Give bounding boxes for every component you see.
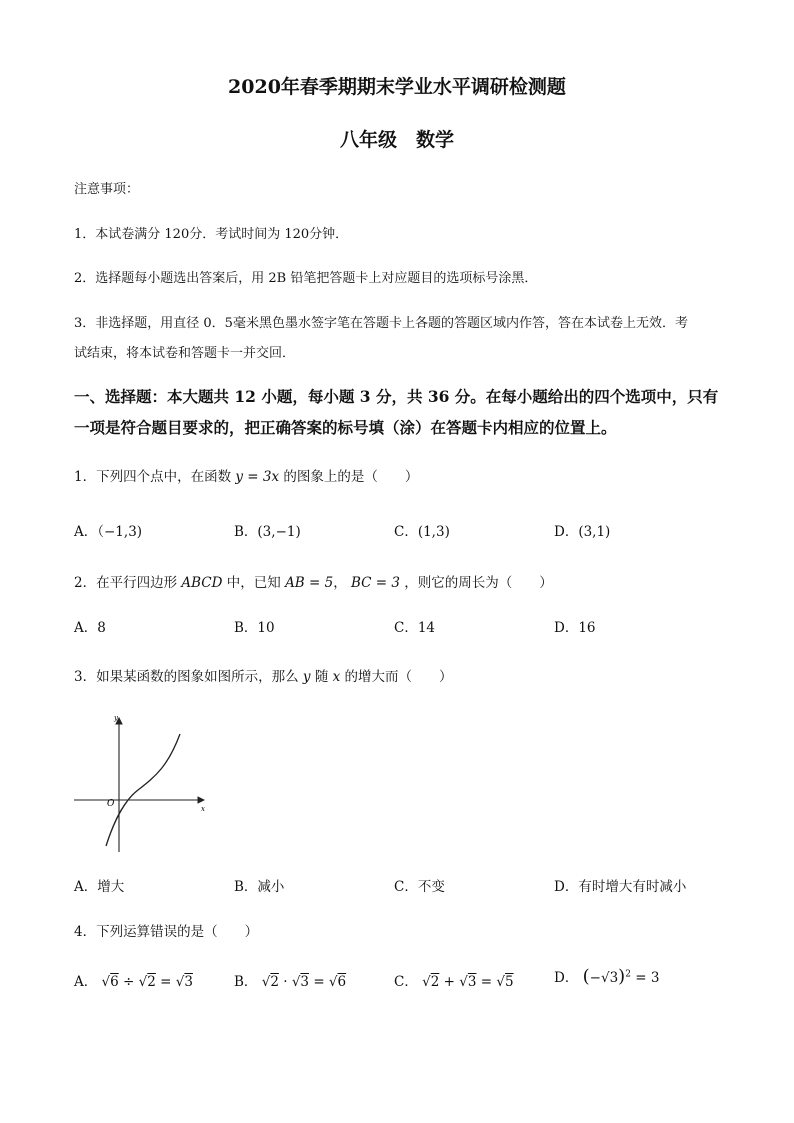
origin-label: O (107, 799, 115, 809)
q4-option-a-label: A． (74, 974, 98, 990)
open-paren: ( (582, 966, 590, 987)
question-3 (74, 665, 453, 685)
q3-option-d[interactable]: D．有时增大有时减小 (554, 879, 687, 895)
sqrt-sign: √ (328, 974, 338, 990)
q1-option-b[interactable]: B．(3,−1) (234, 524, 301, 540)
section-heading-line-2: 一项是符合题目要求的，把正确答案的标号填（涂）在答题卡内相应的位置上。 (74, 418, 617, 437)
question-2-mid: 中，已知 (226, 575, 281, 591)
question-1-prefix: 1．下列四个点中，在函数 (74, 469, 232, 485)
radicand: 2 (147, 974, 156, 990)
question-2-bc: BC = 3 (351, 575, 400, 591)
equals-sign: = (480, 974, 493, 990)
question-1-function: y = 3x (235, 469, 280, 485)
question-2-ab: AB = 5 (285, 575, 334, 591)
equals-sign: = (313, 974, 325, 990)
radicand: 2 (430, 974, 440, 990)
question-4: 4．下列运算错误的是（ ） (74, 924, 259, 940)
x-axis-label: x (201, 805, 205, 813)
question-2 (74, 571, 553, 591)
question-3-prefix: 3．如果某函数的图象如图所示，那么 (74, 669, 299, 685)
question-1-suffix: 的图象上的是（ ） (283, 469, 419, 485)
radicand: 6 (110, 974, 119, 990)
q2-option-a[interactable]: A．8 (74, 620, 106, 636)
radicand: 3 (300, 974, 310, 990)
sqrt-sign: √ (496, 974, 505, 990)
q4-option-b-label: B． (234, 974, 258, 990)
sqrt-sign: √ (422, 974, 431, 990)
notice-item-3-line-1: 3．非选择题，用直径 0．5毫米黑色墨水签字笔在答题卡上各题的答题区域内作答，答在本试卷上无效．考 (74, 316, 688, 331)
q2-option-d[interactable]: D．16 (554, 620, 596, 636)
radicand: 5 (504, 974, 514, 990)
sqrt-sign: √ (138, 974, 148, 990)
operator: + (443, 974, 455, 990)
q4-option-d[interactable] (554, 966, 659, 987)
operator: ÷ (123, 974, 135, 990)
q1-option-a[interactable]: A．（−1,3) (74, 524, 143, 540)
question-3-x: x (332, 669, 341, 685)
y-axis-label: y (114, 714, 118, 722)
radicand: 3 (467, 974, 477, 990)
radicand: 3 (184, 974, 193, 990)
sqrt-sign: √ (261, 974, 271, 990)
function-graph-figure (70, 708, 215, 858)
q4-option-c-label: C． (394, 974, 418, 990)
close-paren: ) (618, 966, 626, 987)
sqrt-sign: √ (291, 974, 301, 990)
q4-option-a[interactable] (74, 970, 193, 990)
q1-option-c[interactable]: C．(1,3) (394, 524, 450, 540)
section-heading-line-1: 一、选择题：本大题共 12 小题，每小题 3 分，共 36 分。在每小题给出的四个选项中，只有 (74, 387, 719, 406)
q2-option-c[interactable]: C．14 (394, 620, 436, 636)
paren-content: −√3 (589, 970, 619, 986)
sqrt-sign: √ (459, 974, 468, 990)
exponent: 2 (625, 969, 631, 980)
q1-option-d[interactable]: D．(3,1) (554, 524, 611, 540)
radicand: 2 (270, 974, 279, 990)
operator: · (283, 974, 288, 990)
question-3-mid: 随 (314, 669, 329, 685)
notice-item-2: 2．选择题每小题选出答案后，用 2B 铅笔把答题卡上对应题目的选项标号涂黑． (74, 271, 538, 286)
radicand: 6 (337, 974, 347, 990)
equals-sign: = (160, 974, 172, 990)
notice-heading: 注意事项： (74, 182, 140, 197)
q2-option-b[interactable]: B．10 (234, 620, 275, 636)
question-3-y: y (302, 669, 311, 685)
q4-option-c[interactable] (394, 970, 514, 990)
right-hand-side: = 3 (635, 970, 660, 986)
sqrt-sign: √ (101, 974, 111, 990)
exam-title: 2020年春季期期末学业水平调研检测题 (228, 76, 566, 98)
question-3-suffix: 的增大而（ ） (344, 669, 453, 685)
question-2-prefix: 2．在平行四边形 (74, 575, 178, 591)
question-1 (74, 465, 418, 485)
sqrt-sign: √ (175, 974, 185, 990)
question-2-sep: ， (333, 575, 347, 591)
question-2-shape: ABCD (181, 575, 223, 591)
q3-option-b[interactable]: B．减小 (234, 879, 285, 895)
q3-option-c[interactable]: C．不变 (394, 879, 445, 895)
q3-option-a[interactable]: A．增大 (74, 879, 125, 895)
q4-option-d-label: D． (554, 970, 579, 986)
notice-item-3-line-2: 试结束，将本试卷和答题卡一并交回． (74, 346, 296, 361)
notice-item-1: 1．本试卷满分 120分．考试时间为 120分钟． (74, 227, 349, 242)
exam-subtitle: 八年级 数学 (339, 129, 454, 151)
function-curve (106, 734, 180, 846)
q4-option-b[interactable] (234, 970, 346, 990)
question-2-suffix: ，则它的周长为（ ） (404, 575, 553, 591)
